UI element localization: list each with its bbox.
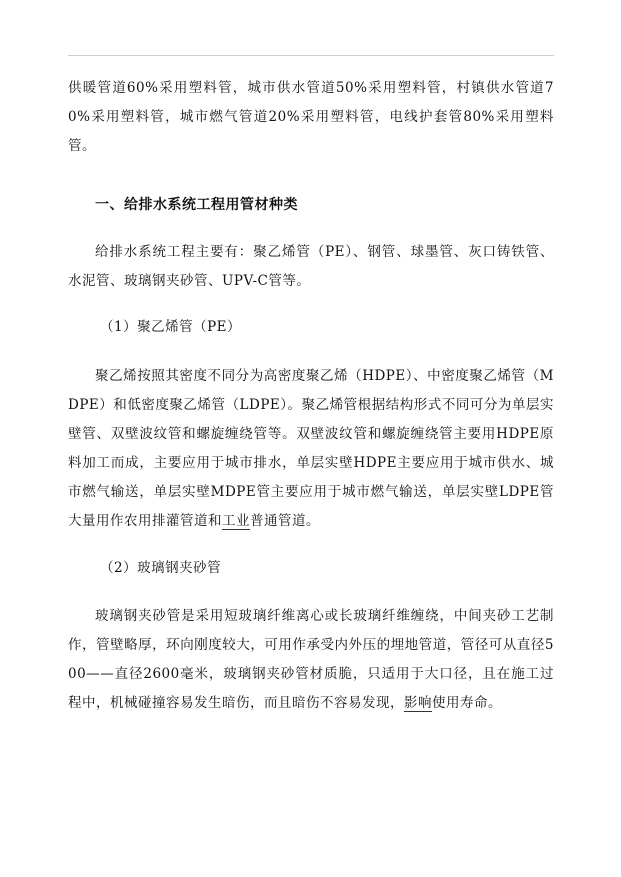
paragraph-frp-sand-pipe xyxy=(68,602,554,718)
frp-pipe-text-end: 使用寿命。 xyxy=(432,695,502,711)
subheading-pe-pipe: （1）聚乙烯管（PE） xyxy=(100,319,242,335)
pe-pipe-text-end: 普通管道。 xyxy=(250,513,320,529)
paragraph-pe-pipe xyxy=(68,362,554,536)
industry-link[interactable]: 工业 xyxy=(222,513,250,529)
paragraph-pipe-types-intro: 给排水系统工程主要有：聚乙烯管（PE）、钢管、球墨管、灰口铸铁管、水泥管、玻璃钢夹砂管、UPV-C管等。 xyxy=(68,244,554,289)
header-divider xyxy=(68,55,554,56)
impact-link[interactable]: 影响 xyxy=(404,695,432,711)
section-heading-pipe-types: 一、给排水系统工程用管材种类 xyxy=(95,197,298,213)
subheading-frp-sand-pipe: （2）玻璃钢夹砂管 xyxy=(100,560,222,576)
paragraph-plastic-pipe-usage: 供暖管道60%采用塑料管，城市供水管道50%采用塑料管，村镇供水管道70%采用塑料管，城市燃气管道20%采用塑料管，电线护套管80%采用塑料管。 xyxy=(68,80,554,154)
document-body xyxy=(68,74,554,718)
pe-pipe-text: 聚乙烯按照其密度不同分为高密度聚乙烯（HDPE）、中密度聚乙烯管（MDPE）和低密度聚乙烯管（LDPE）。聚乙烯管根据结构形式不同可分为单层实壁管、双壁波纹管和螺旋缠绕管等。双壁波纹管和螺旋缠绕管主要用HDPE原料加工而成，主要应用于城市排水，单层实壁HDPE主要应用于城市供水、城市燃气输送，单层实壁MDPE管主要应用于城市燃气输送，单层实壁LDPE管大量用作农用排灌管道和 xyxy=(68,368,554,529)
frp-pipe-text: 玻璃钢夹砂管是采用短玻璃纤维离心或长玻璃纤维缠绕，中间夹砂工艺制作，管壁略厚，环向刚度较大，可用作承受内外压的埋地管道，管径可从直径500——直径2600毫米，玻璃钢夹砂管材质脆，只适用于大口径，且在施工过程中，机械碰撞容易发生暗伤，而且暗伤不容易发现， xyxy=(68,608,554,711)
